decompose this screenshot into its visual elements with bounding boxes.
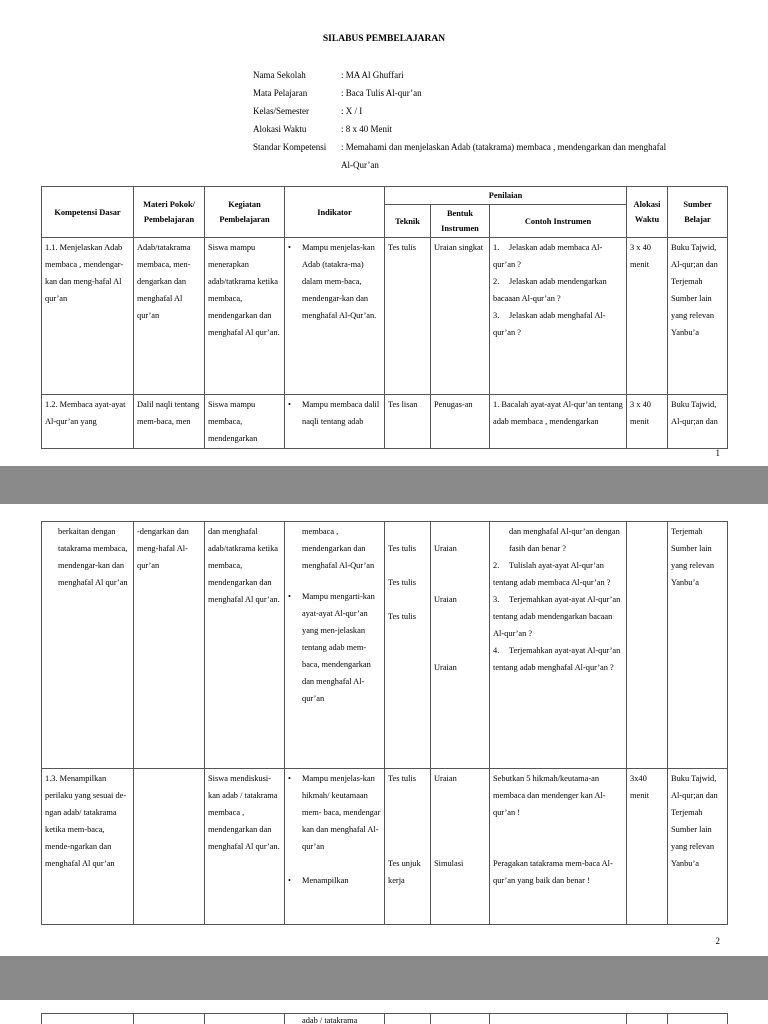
info-row: Mata Pelajaran : Baca Tulis Al-qur’an xyxy=(253,88,422,98)
cell-kegiatan: Siswa mendiskusi-kan adab / tatakrama membaca , mendengarkan dan menghafal Al qur’an. xyxy=(205,769,285,925)
header-contoh: Contoh Instrumen xyxy=(490,205,627,238)
table-row xyxy=(42,769,728,925)
header-teknik: Teknik xyxy=(385,205,431,238)
cell-contoh: dan menghafal Al-qur’an dengan fasih dan benar ? 2. Tulislah ayat-ayat Al-qur’an tentang adab membaca Al-qur’an ? 3. Terjemahkan ayat-ayat Al-qur’an tentang adab mendengarkan bacaan Al-qur’an ? 4. Terjemahkan ayat-ayat Al-qur’an tentang adab menghafal Al-qur’an ? xyxy=(490,522,627,769)
table-header-row xyxy=(42,187,728,205)
cell-teknik: Tes tulis Tes unjuk kerja xyxy=(385,769,431,925)
cell-materi xyxy=(134,769,205,925)
cell-teknik: Tes tulis xyxy=(385,238,431,395)
page-2 xyxy=(0,504,768,956)
table-row xyxy=(42,522,728,769)
syllabus-table-continued xyxy=(41,521,728,925)
info-row: Standar Kompetensi : Memahami dan menjelaskan Adab (tatakrama) membaca , mendengarkan dan menghafal xyxy=(253,142,667,152)
page-title: SILABUS PEMBELAJARAN xyxy=(322,34,446,44)
table-row xyxy=(42,395,728,449)
cell-bentuk: Penugas-an xyxy=(431,395,490,449)
cell-kegiatan: dan menghafal adab/tatkrama ketika membaca, mendengarkan dan menghafal Al qur’an. xyxy=(205,522,285,769)
info-row: Nama Sekolah : MA Al Ghuffari xyxy=(253,70,404,80)
cell-indikator: membaca , mendengarkan dan menghafal Al-Qur’an • Mampu mengarti-kan ayat-ayat Al-qur’an yang men-jelaskan tentang adab mem-baca, mendengarkan dan menghafal Al-qur’an xyxy=(285,522,385,769)
bullet-item: • Mampu menjelas-kan hikmah/ keutamaan mem- baca, mendengar kan dan menghafal Al-qur’an xyxy=(288,770,381,855)
cell-contoh: 1. Bacalah ayat-ayat Al-qur’an tentang adab membaca , mendengarkan xyxy=(490,395,627,449)
page-number: 1 xyxy=(715,448,720,458)
cell-contoh xyxy=(490,238,627,395)
info-row: Kelas/Semester : X / I xyxy=(253,106,363,116)
header-penilaian: Penilaian xyxy=(385,187,627,205)
cell-bentuk: Uraian Uraian Uraian xyxy=(431,522,490,769)
cell-kegiatan: Siswa mampu menerapkan adab/tatkrama ketika membaca, mendengarkan dan menghafal Al qur’an. xyxy=(205,238,285,395)
cell-sumber: Terjemah Sumber lain yang relevan Yanbu’a xyxy=(668,522,728,769)
cell-contoh xyxy=(490,1014,627,1024)
cell-kompetensi: 1.1. Menjelaskan Adab membaca , mendengar-kan dan meng-hafal Al qur’an xyxy=(42,238,134,395)
cell-kompetensi: berkaitan dengan tatakrama membaca, mendengar-kan dan menghafal Al qur’an xyxy=(42,522,134,769)
list-item: 4. Terjemahkan ayat-ayat Al-qur’an tentang adab menghafal Al-qur’an ? xyxy=(493,646,621,672)
cell-kegiatan: Siswa mampu membaca, mendengarkan xyxy=(205,395,285,449)
info-row: Alokasi Waktu : 8 x 40 Menit xyxy=(253,124,392,134)
cell-kompetensi: 1.3. Menampilkan perilaku yang sesuai de-ngan adab/ tatakrama ketika mem-baca, mende-ngarkan dan menghafal Al qur’an xyxy=(42,769,134,925)
cell-alokasi: 3 x 40 menit xyxy=(627,238,668,395)
bullet-item: • Mampu menjelas-kan Adab (tatakra-ma) dalam mem-baca, mendengar-kan dan menghafal Al-Qur’an. xyxy=(288,239,381,324)
cell-alokasi xyxy=(627,522,668,769)
header-kompetensi: Kompetensi Dasar xyxy=(42,187,134,238)
header-kegiatan: Kegiatan Pembelajaran xyxy=(205,187,285,238)
cell-indikator: adab / tatakrama xyxy=(285,1014,385,1024)
header-materi: Materi Pokok/ Pembelajaran xyxy=(134,187,205,238)
list-item: 3. Jelaskan adab menghafal Al-qur’an ? xyxy=(493,311,606,337)
cell-bentuk: Uraian singkat xyxy=(431,238,490,395)
header-alokasi: Alokasi Waktu xyxy=(627,187,668,238)
table-row xyxy=(42,238,728,395)
cell-indikator xyxy=(285,395,385,449)
list-item: 2. Jelaskan adab mendengarkan bacaaan Al-qur’an ? xyxy=(493,277,607,303)
syllabus-table xyxy=(41,186,728,449)
list-item: 2. Tulislah ayat-ayat Al-qur’an tentang adab membaca Al-qur’an ? xyxy=(493,561,611,587)
cell-teknik xyxy=(385,1014,431,1024)
header-sumber: Sumber Belajar xyxy=(668,187,728,238)
page-number: 2 xyxy=(715,936,720,946)
list-item: 1. Jelaskan adab membaca Al-qur’an ? xyxy=(493,243,603,269)
cell-sumber xyxy=(668,1014,728,1024)
page-1 xyxy=(0,0,768,466)
cell-sumber: Buku Tajwid, Al-qur;an dan Terjemah Sumber lain yang relevan Yanbu’a xyxy=(668,769,728,925)
cell-alokasi: 3x40 menit xyxy=(627,769,668,925)
list-item: 3. Terjemahkan ayat-ayat Al-qur’an tentang adab mendengarkan bacaan Al-qur’an ? xyxy=(493,595,621,638)
bullet-item: • Mampu membaca dalil naqli tentang adab xyxy=(288,396,381,430)
cell-contoh: Sebutkan 5 hikmah/keutama-an membaca dan mendenger kan Al-qur’an ! Peragakan tatakrama mem-baca Al-qur’an yang baik dan benar ! xyxy=(490,769,627,925)
info-row: Al-Qur’an xyxy=(341,160,379,170)
bullet-item: • Mampu mengarti-kan ayat-ayat Al-qur’an yang men-jelaskan tentang adab mem-baca, mendengarkan dan menghafal Al-qur’an xyxy=(288,588,381,707)
cell-indikator xyxy=(285,238,385,395)
cell-alokasi: 3 x 40 menit xyxy=(627,395,668,449)
cell-teknik: Tes lisan xyxy=(385,395,431,449)
cell-kompetensi: 1.2. Membaca ayat-ayat Al-qur’an yang xyxy=(42,395,134,449)
cell-materi: -dengarkan dan meng-hafal Al-qur’an xyxy=(134,522,205,769)
cell-materi xyxy=(134,1014,205,1024)
cell-kompetensi xyxy=(42,1014,134,1024)
cell-bentuk: Uraian Simulasi xyxy=(431,769,490,925)
syllabus-info xyxy=(253,66,697,174)
cell-teknik: Tes tulis Tes tulis Tes tulis xyxy=(385,522,431,769)
cell-materi: Adab/tatakrama membaca, men-dengarkan dan menghafal Al qur’an xyxy=(134,238,205,395)
syllabus-table-continued xyxy=(41,1013,728,1024)
cell-indikator xyxy=(285,769,385,925)
page-3 xyxy=(0,1000,768,1024)
cell-materi: Dalil naqli tentang mem-baca, men xyxy=(134,395,205,449)
bullet-item: • Menampilkan xyxy=(288,872,381,889)
cell-bentuk xyxy=(431,1014,490,1024)
cell-sumber: Buku Tajwid, Al-qur;an dan xyxy=(668,395,728,449)
header-bentuk: Bentuk Instrumen xyxy=(431,205,490,238)
cell-sumber: Buku Tajwid, Al-qur;an dan Terjemah Sumber lain yang relevan Yanbu’a xyxy=(668,238,728,395)
cell-kegiatan xyxy=(205,1014,285,1024)
header-indikator: Indikator xyxy=(285,187,385,238)
cell-alokasi xyxy=(627,1014,668,1024)
table-row xyxy=(42,1014,728,1024)
